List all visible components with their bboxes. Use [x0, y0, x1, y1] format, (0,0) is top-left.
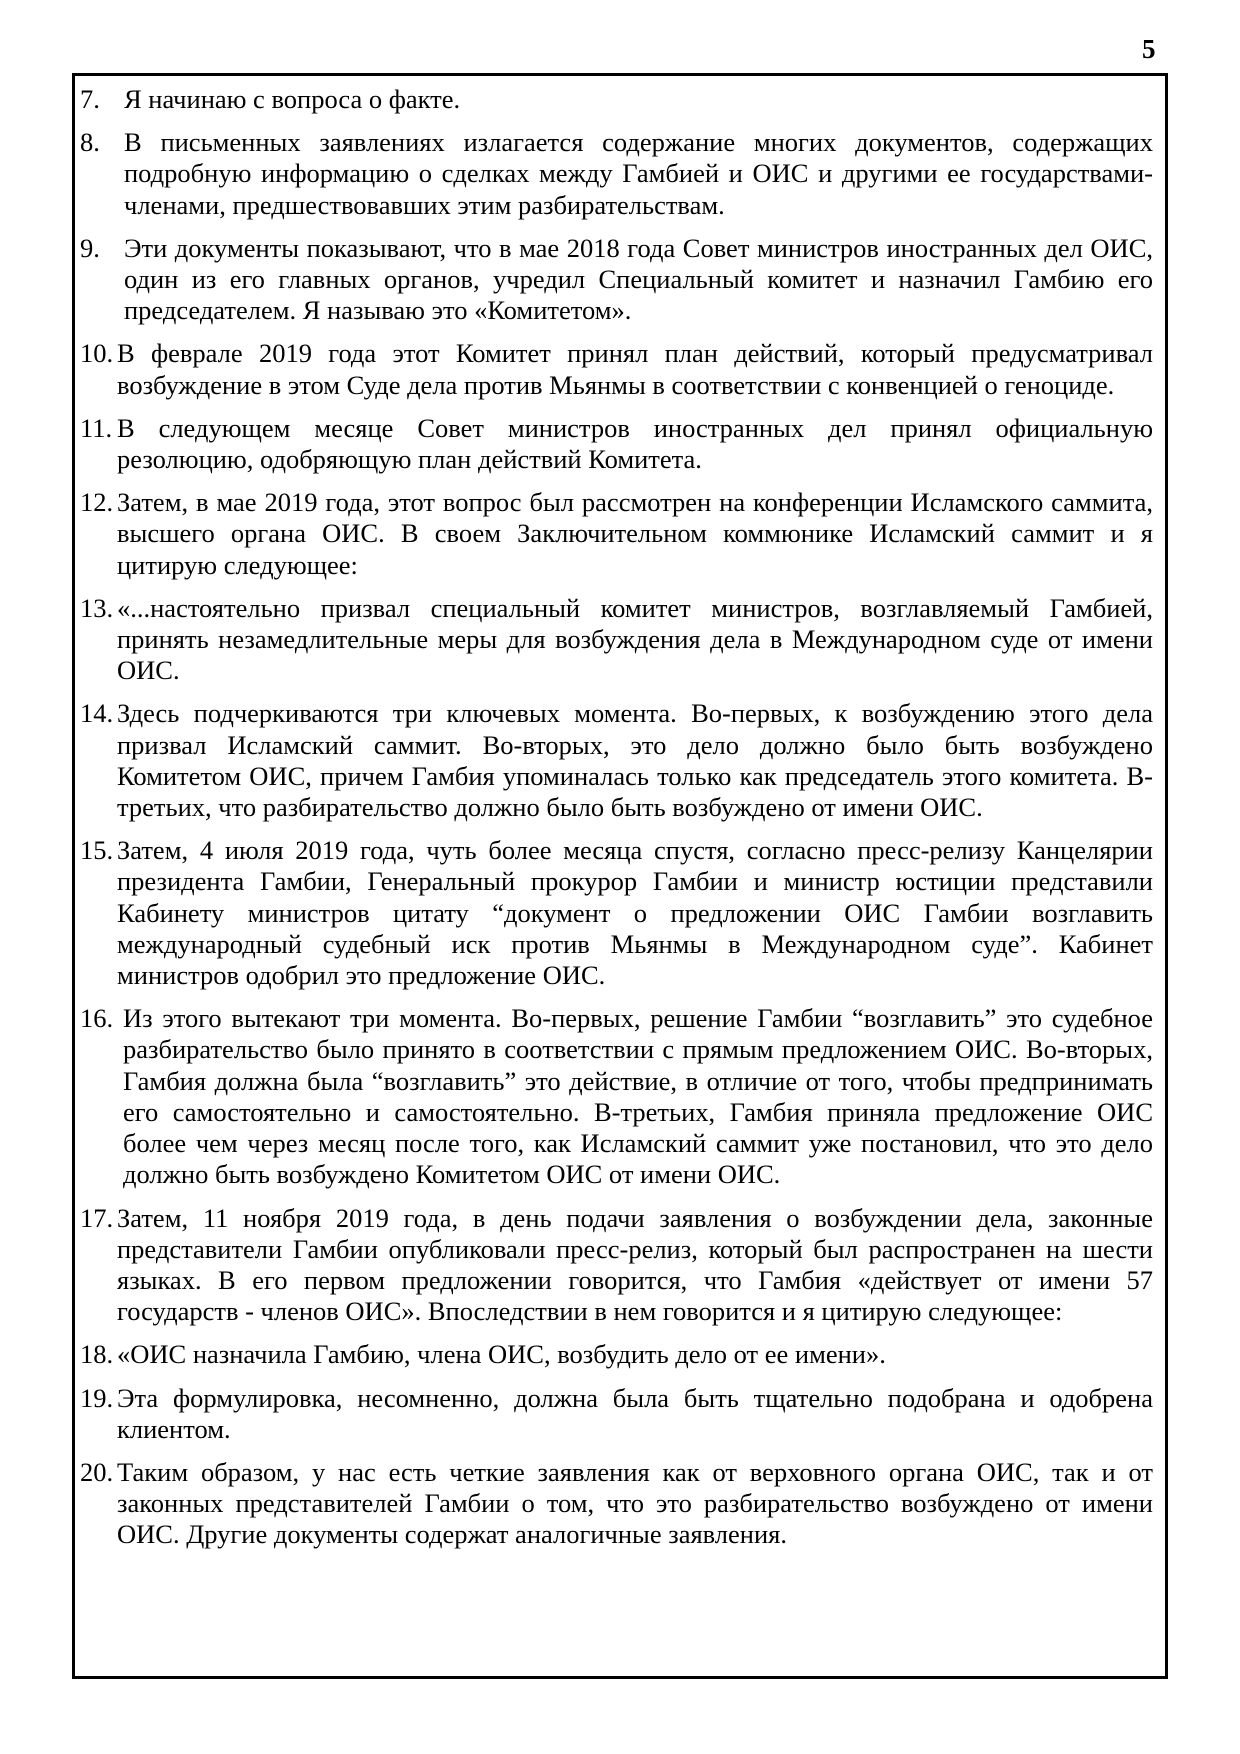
- paragraph-text: Затем, 11 ноября 2019 года, в день подачи заявления о возбуждении дела, законные представители Гамбии опубликовали пресс-релиз, который был распространен на шести языках. В его первом предложении говорится, что Гамбия «действует от имени 57 государств - членов ОИС». Впоследствии в нем говорится и я цитирую следующее:: [117, 1202, 1153, 1327]
- paragraph-16: [80, 1003, 1153, 1190]
- paragraph-text: Эти документы показывают, что в мае 2018 года Совет министров иностранных дел ОИС, один из его главных органов, учредил Специальный комитет и назначил Гамбию его председателем. Я называю это «Комитетом».: [124, 232, 1153, 326]
- paragraph-9: [80, 233, 1153, 327]
- paragraph-text: Из этого вытекают три момента. Во-первых, решение Гамбии “возглавить” это судебное разбирательство было принято в соответствии с прямым предложением ОИС. Во-вторых, Гамбия должна была “возглавить” это действие, в отличие от того, чтобы предпринимать его самостоятельно и самостоятельно. В-третьих, Гамбия приняла предложение ОИС более чем через месяц после того, как Исламский саммит уже постановил, что это дело должно быть возбуждено Комитетом ОИС от имени ОИС.: [123, 1003, 1153, 1190]
- paragraph-number: 13.: [80, 592, 114, 623]
- paragraph-number: 16.: [80, 1003, 114, 1034]
- paragraph-8: [80, 127, 1153, 221]
- paragraph-number: 19.: [80, 1382, 114, 1413]
- paragraph-text: В следующем месяце Совет министров иностранных дел принял официальную резолюцию, одобряющую план действий Комитета.: [117, 412, 1153, 475]
- paragraph-number: 7.: [80, 84, 100, 114]
- paragraph-number: 14.: [80, 698, 114, 729]
- paragraph-number: 9.: [80, 232, 100, 263]
- paragraph-text: В письменных заявлениях излагается содержание многих документов, содержащих подробную информацию о сделках между Гамбией и ОИС и другими ее государствами-членами, предшествовавших этим разбирательствам.: [124, 127, 1153, 220]
- page-number: 5: [1142, 34, 1156, 64]
- paragraph-18: [80, 1339, 1153, 1370]
- paragraph-text: В феврале 2019 года этот Комитет принял план действий, который предусматривал возбуждение в этом Суде дела против Мьянмы в соответствии с конвенцией о геноциде.: [117, 338, 1153, 400]
- paragraph-19: [80, 1383, 1153, 1445]
- paragraph-number: 11.: [80, 412, 113, 443]
- paragraph-text: Затем, в мае 2019 года, этот вопрос был рассмотрен на конференции Исламского саммита, высшего органа ОИС. В своем Заключительном коммюнике Исламский саммит и я цитирую следующее:: [117, 487, 1153, 580]
- paragraph-number: 8.: [80, 127, 100, 158]
- paragraph-12: [80, 487, 1153, 581]
- paragraph-7: [80, 84, 1153, 115]
- paragraph-13: [80, 593, 1153, 687]
- paragraph-text: Я начинаю с вопроса о факте.: [124, 84, 461, 114]
- paragraph-number: 10.: [80, 338, 114, 369]
- paragraph-text: «...настоятельно призвал специальный комитет министров, возглавляемый Гамбией, принять незамедлительные меры для возбуждения дела в Международном суде от имени ОИС.: [117, 592, 1153, 686]
- paragraph-text: Здесь подчеркиваются три ключевых момента. Во-первых, к возбуждению этого дела призвал Исламский саммит. Во-вторых, это дело должно было быть возбуждено Комитетом ОИС, причем Гамбия упоминалась только как председатель этого комитета. В-третьих, что разбирательство должно было быть возбуждено от имени ОИС.: [117, 698, 1153, 823]
- paragraph-15: [80, 835, 1153, 991]
- paragraph-list: [80, 84, 1153, 1551]
- paragraph-number: 17.: [80, 1202, 114, 1233]
- paragraph-text: «ОИС назначила Гамбию, члена ОИС, возбудить дело от ее имени».: [117, 1339, 886, 1370]
- paragraph-text: Эта формулировка, несомненно, должна была быть тщательно подобрана и одобрена клиентом.: [117, 1382, 1153, 1444]
- paragraph-text: Затем, 4 июля 2019 года, чуть более месяца спустя, согласно пресс-релизу Канцелярии президента Гамбии, Генеральный прокурор Гамбии и министр юстиции представили Кабинету министров цитату “документ о предложении ОИС Гамбии возглавить международный судебный иск против Мьянмы в Международном суде”. Кабинет министров одобрил это предложение ОИС.: [117, 835, 1153, 991]
- paragraph-11: [80, 413, 1153, 475]
- paragraph-text: Таким образом, у нас есть четкие заявления как от верховного органа ОИС, так и от законных представителей Гамбии о том, что это разбирательство возбуждено от имени ОИС. Другие документы содержат аналогичные заявления.: [117, 1456, 1153, 1550]
- document-frame: [72, 73, 1168, 1679]
- paragraph-10: [80, 338, 1153, 400]
- paragraph-number: 15.: [80, 835, 114, 866]
- paragraph-number: 12.: [80, 487, 114, 518]
- paragraph-14: [80, 698, 1153, 823]
- paragraph-number: 20.: [80, 1456, 114, 1487]
- paragraph-17: [80, 1203, 1153, 1328]
- paragraph-number: 18.: [80, 1339, 114, 1370]
- paragraph-20: [80, 1457, 1153, 1551]
